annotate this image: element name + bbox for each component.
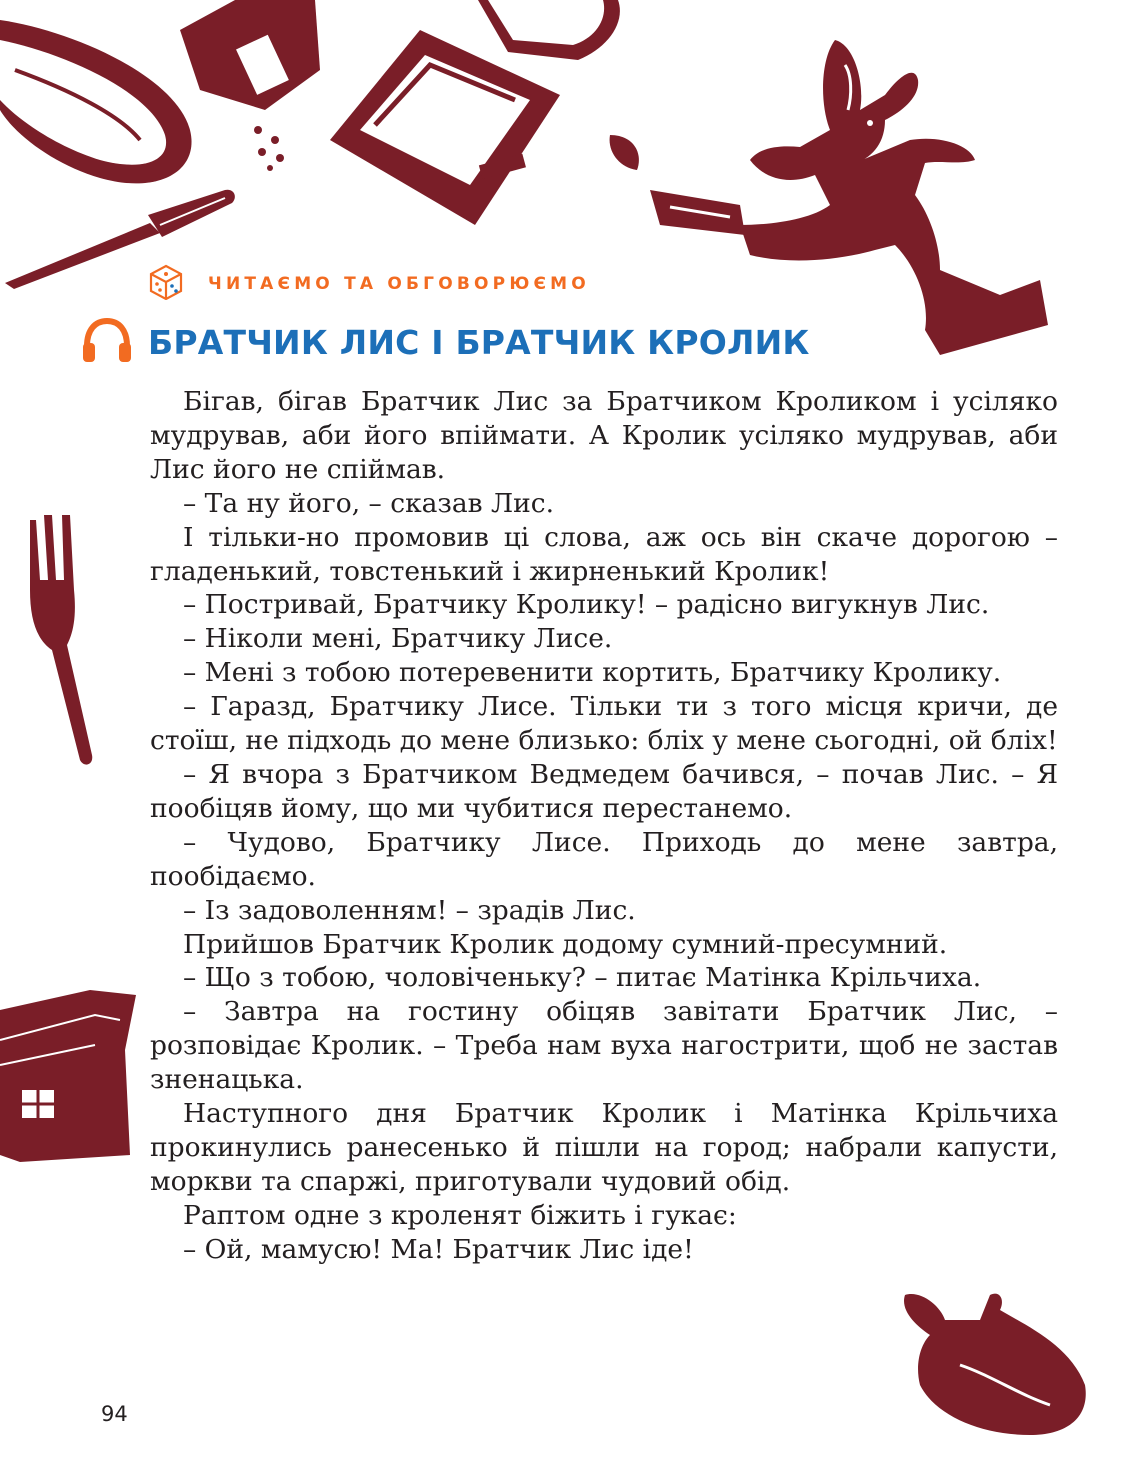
roast-chicken-icon <box>900 1285 1095 1440</box>
story-paragraph: – Ніколи мені, Братчику Лисе. <box>183 623 613 655</box>
house-icon <box>0 990 140 1165</box>
story-paragraph: – Завтра на гостину обіцяв завітати Братчик Лис, – розповідає Кролик. – Треба нам вуха нагострити, щоб не застав зненацька. <box>150 996 1058 1096</box>
dice-icon <box>148 264 184 304</box>
story-paragraph: – Що з тобою, чоловіченьку? – питає Матінка Крільчиха. <box>183 962 982 994</box>
story-paragraph: – Я вчора з Братчиком Ведмедем бачився, – почав Лис. – Я пообіцяв йому, що ми чубитися перестанемо. <box>150 758 1058 824</box>
headphones-icon[interactable] <box>80 316 134 368</box>
story-paragraph: – Із задоволенням! – зрадів Лис. <box>183 894 636 926</box>
leaf-icon <box>605 130 645 175</box>
section-label-text: ЧИТАЄМО ТА ОБГОВОРЮЄМО <box>208 274 590 294</box>
story-paragraph: – Ой, мамусю! Ма! Братчик Лис іде! <box>183 1233 694 1265</box>
story-paragraph: – Гаразд, Братчику Лисе. Тільки ти з того місця кричи, де стоїш, не підходь до мене близько: бліх у мене сьогодні, ой бліх! <box>150 691 1058 757</box>
section-label <box>148 264 590 304</box>
story-paragraph: І тільки-но промовив ці слова, аж ось він скаче дорогою – гладенький, товстенький і жирненький Кролик! <box>150 521 1058 587</box>
fork-icon <box>22 510 112 770</box>
spice-jar-icon <box>180 0 320 180</box>
story-paragraph: Наступного дня Братчик Кролик і Матінка Крільчиха прокинулись ранесенько й пішли на город; набрали капусти, моркви та спаржі, приготували чудовий обід. <box>150 1098 1058 1197</box>
story-paragraph: – Та ну його, – сказав Лис. <box>183 487 555 519</box>
story-paragraph: Раптом одне з кроленят біжить і гукає: <box>183 1199 737 1231</box>
story-text <box>150 385 1058 1267</box>
story-paragraph: Бігав, бігав Братчик Лис за Братчиком Кроликом і усіляко мудрував, аби його впіймати. А Кролик усіляко мудрував, аби Лис його не спіймав. <box>150 386 1058 485</box>
story-title: БРАТЧИК ЛИС І БРАТЧИК КРОЛИК <box>148 322 810 362</box>
story-paragraph: – Чудово, Братчику Лисе. Приходь до мене завтра, пообідаємо. <box>150 826 1058 892</box>
story-paragraph: – Мені з тобою потеревенити кортить, Братчику Кролику. <box>183 657 1002 689</box>
story-paragraph: – Постривай, Братчику Кролику! – радісно вигукнув Лис. <box>183 589 990 621</box>
page-number: 94 <box>101 1402 128 1426</box>
bread-icon <box>478 0 628 65</box>
story-paragraph: Прийшов Братчик Кролик додому сумний-пресумний. <box>183 928 948 960</box>
title-row <box>80 316 810 368</box>
